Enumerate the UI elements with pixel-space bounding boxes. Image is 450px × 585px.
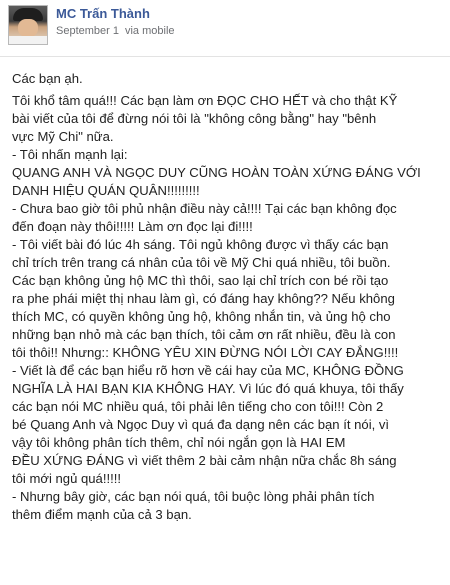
post-date-link[interactable]: September 1	[56, 25, 119, 37]
avatar[interactable]	[8, 5, 48, 45]
post-text-line: Tôi khổ tâm quá!!! Các bạn làm ơn ĐỌC CHO HẾT và cho thật KỸ	[12, 93, 398, 108]
post-text-line: ra phe phái miệt thị nhau làm gì, có đáng hay không?? Nếu không	[12, 291, 395, 306]
post-source: via mobile	[124, 25, 175, 37]
post-text-line: tôi thôi!! Nhưng:: KHÔNG YÊU XIN ĐỪNG NÓI LỜI CAY ĐẮNG!!!!	[12, 345, 399, 360]
post-text-line: tôi mới ngủ quá!!!!!	[12, 471, 122, 486]
post-text-line: - Nhưng bây giờ, các bạn nói quá, tôi buộc lòng phải phân tích	[12, 489, 375, 504]
post-body	[12, 70, 444, 524]
post-header	[0, 0, 450, 56]
post-text-line: những bạn nhỏ mà các bạn thích, tôi cảm ơn rất nhiều, đều là con	[12, 327, 396, 342]
post-text-line: - Tôi nhấn mạnh lại:	[12, 147, 128, 162]
header-divider	[0, 56, 450, 57]
post-text-line: thêm điểm mạnh của cả 3 bạn.	[12, 507, 192, 522]
post-text-line: - Viết là để các bạn hiểu rõ hơn về cái hay của MC, KHÔNG ĐỒNG	[12, 363, 404, 378]
post-text-line: đến đoạn này thôi!!!!! Làm ơn đọc lại đi!!!!	[12, 219, 253, 234]
post-text-line: thích MC, có quyền không ủng hộ, không nhắn tin, và ủng hộ cho	[12, 309, 391, 324]
post-text-line: - Chưa bao giờ tôi phủ nhận điều này cả!!!! Tại các bạn không đọc	[12, 201, 397, 216]
author-name-link[interactable]: MC Trấn Thành	[56, 6, 150, 21]
post-text-line: chỉ trích trên trang cá nhân của tôi về Mỹ Chi quá nhiều, tôi buồn.	[12, 255, 391, 270]
post-text-line: bài viết của tôi để đừng nói tôi là "không công bằng" hay "bênh	[12, 111, 377, 126]
post-text-line: ĐỀU XỨNG ĐÁNG vì viết thêm 2 bài cảm nhận nữa chắc 8h sáng	[12, 453, 397, 468]
post-meta	[56, 25, 175, 37]
post-text-line: vực Mỹ Chi" nữa.	[12, 129, 114, 144]
post-text-line: DANH HIỆU QUÁN QUÂN!!!!!!!!!	[12, 183, 200, 198]
post-text-line: bé Quang Anh và Ngọc Duy vì quá đa dạng nên các bạn ít nói, vì	[12, 417, 390, 432]
post-text-line: vậy tôi không phân tích thêm, chỉ nói ngắn gọn là HAI EM	[12, 435, 346, 450]
post-text-line: Các bạn ạh.	[12, 71, 83, 86]
post-text-line: NGHĨA LÀ HAI BẠN KIA KHÔNG HAY. Vì lúc đó quá khuya, tôi thấy	[12, 381, 404, 396]
post-text-line: Các bạn không ủng hộ MC thì thôi, sao lại chỉ trích con bé rồi tạo	[12, 273, 389, 288]
post-text-line: QUANG ANH VÀ NGỌC DUY CŨNG HOÀN TOÀN XỨNG ĐÁNG VỚI	[12, 165, 421, 180]
post-text-line: - Tôi viết bài đó lúc 4h sáng. Tôi ngủ không được vì thấy các bạn	[12, 237, 389, 252]
post-text-line: các bạn nói MC nhiều quá, tôi phải lên tiếng cho con tôi!!! Còn 2	[12, 399, 384, 414]
